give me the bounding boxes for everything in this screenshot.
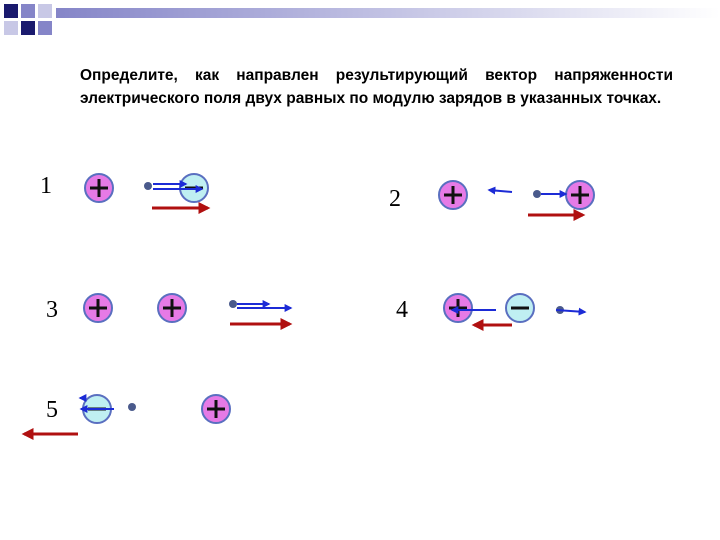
corner-square-5: [4, 21, 18, 35]
case-2-point: [533, 190, 541, 198]
case-3-number: 3: [46, 297, 58, 323]
case-2-b-field-vector: [489, 190, 512, 192]
corner-square-4: [21, 21, 35, 35]
case-4-number: 4: [396, 297, 408, 323]
case-5-number: 5: [46, 397, 58, 423]
case-3-point: [229, 300, 237, 308]
case-3-charge-2-positive-charge: [158, 294, 186, 322]
case-2-charge-2-positive-charge: [566, 181, 594, 209]
top-bar: [56, 8, 720, 18]
case-1-point: [144, 182, 152, 190]
case-2-charge-1-positive-charge: [439, 181, 467, 209]
corner-square-1: [4, 4, 18, 18]
case-4-charge-2-negative-charge: [506, 294, 534, 322]
case-1-number: 1: [40, 173, 52, 199]
task-prompt: Определите, как направлен результирующий вектор напряженности электрического поля двух равных по модулю зарядов в указанных точках.: [80, 67, 673, 107]
case-4-charge-1-positive-charge: [444, 294, 472, 322]
case-5-charge-2-positive-charge: [202, 395, 230, 423]
case-1-charge-1-positive-charge: [85, 174, 113, 202]
case-2-number: 2: [389, 186, 401, 212]
case-3-charge-1-positive-charge: [84, 294, 112, 322]
corner-square-6: [38, 21, 52, 35]
corner-square-3: [38, 4, 52, 18]
corner-square-2: [21, 4, 35, 18]
case-5-point: [128, 403, 136, 411]
